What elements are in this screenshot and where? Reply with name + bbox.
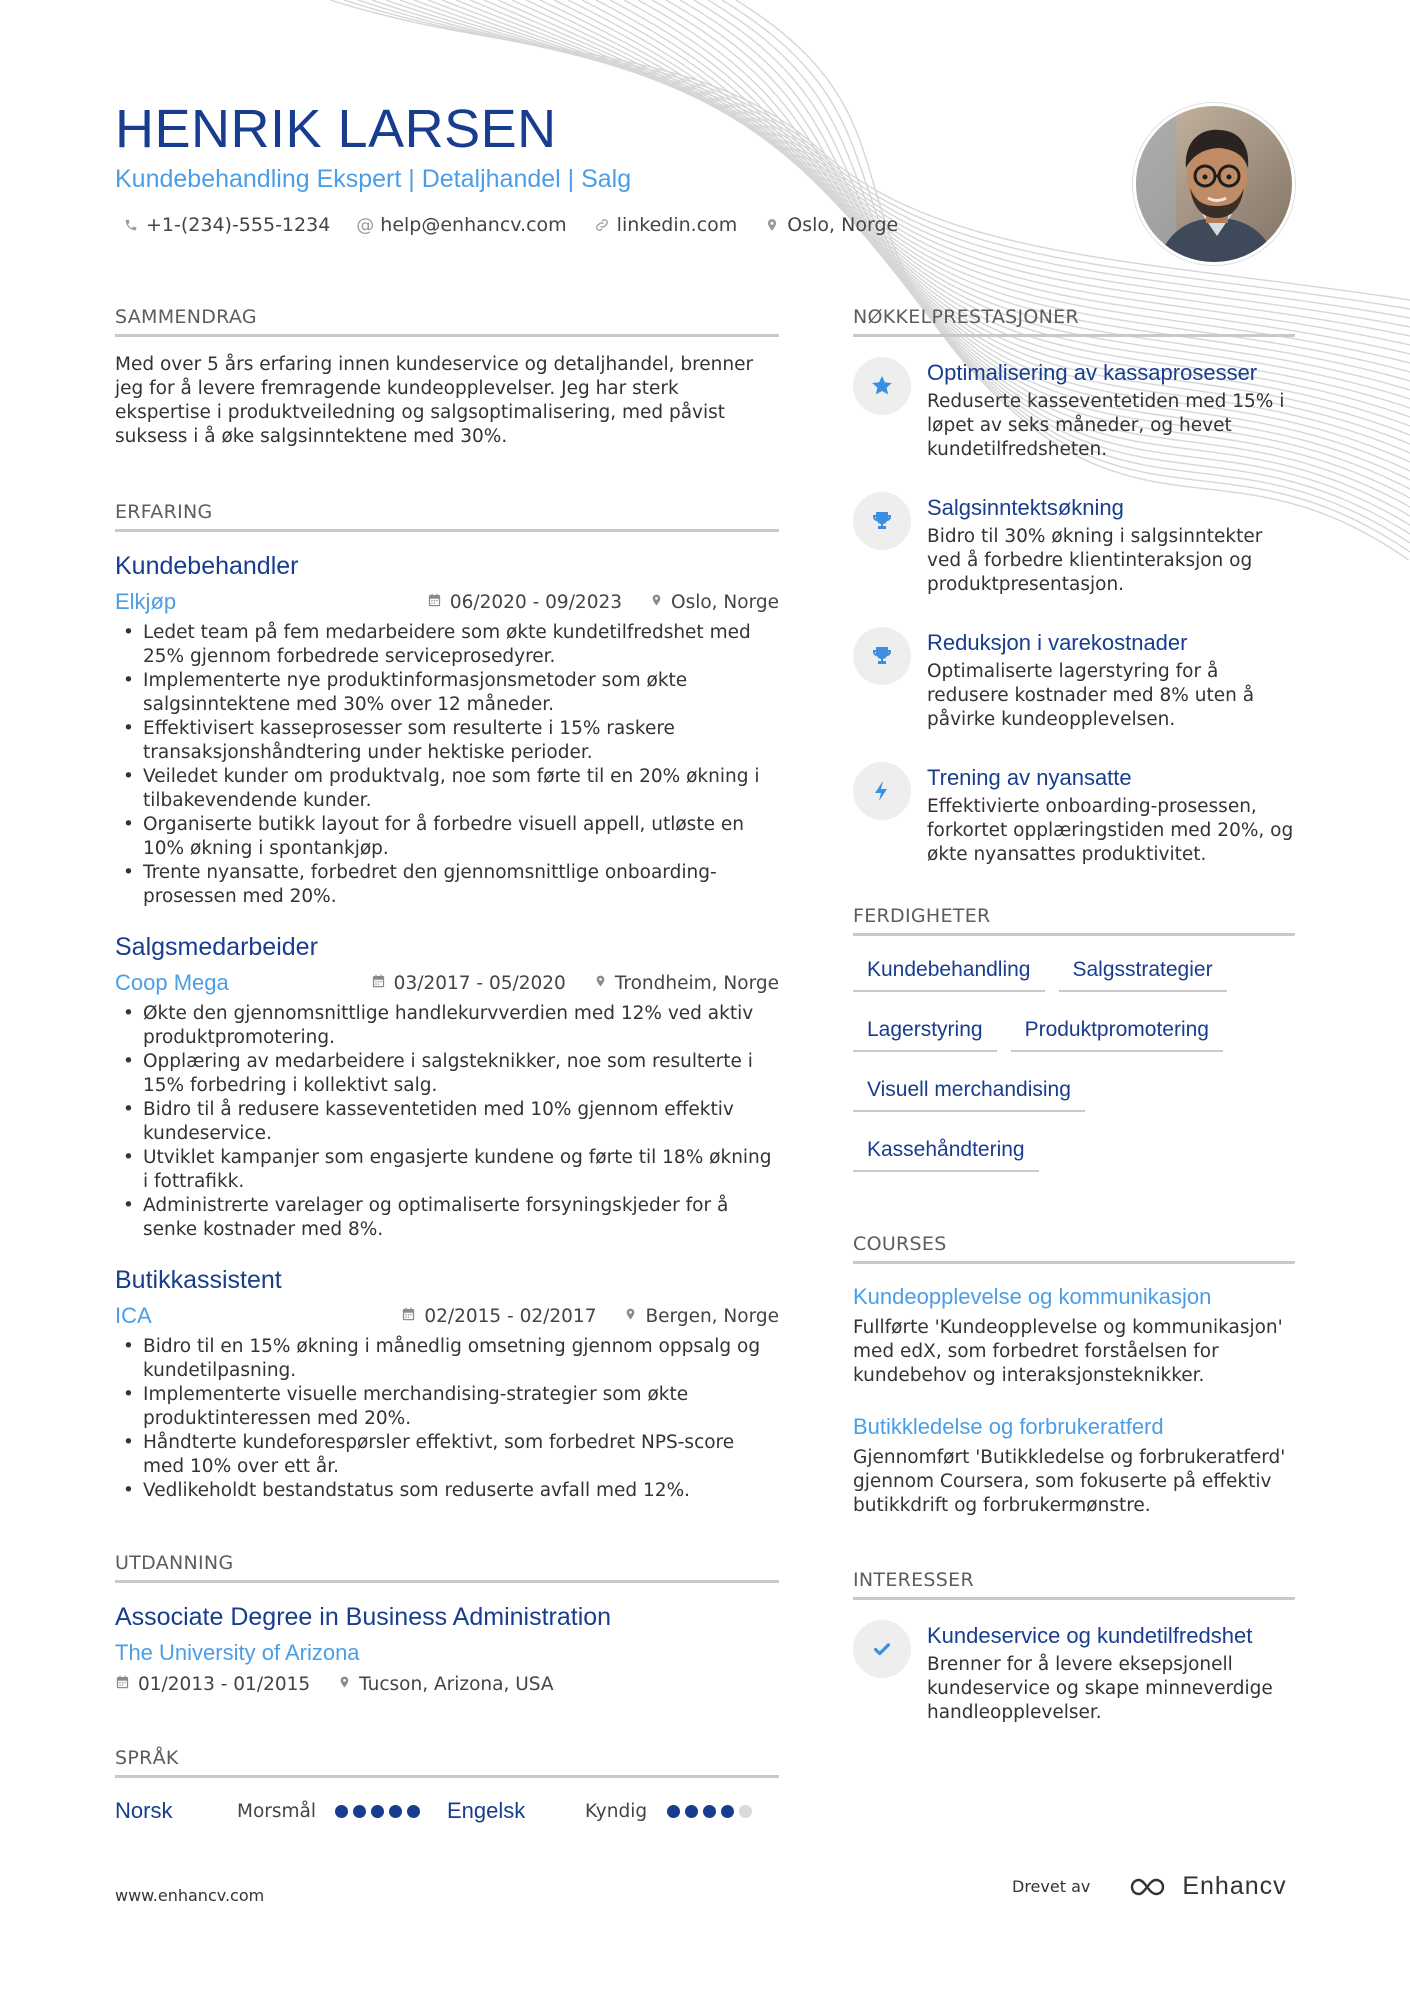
job-entry <box>115 933 779 1242</box>
education-location-text: Tucson, Arizona, USA <box>359 1674 554 1695</box>
bullet-item: • Organiserte butikk layout for å forbedre visuell appell, utløste en 10% økning i spontankjøp. <box>115 813 779 861</box>
summary-section <box>115 306 779 449</box>
job-title: Salgsmedarbeider <box>115 933 318 961</box>
school-name: The University of Arizona <box>115 1640 360 1665</box>
interests-heading: INTERESSER <box>853 1569 1295 1600</box>
achievement-desc: Bidro til 30% økning i salgsinntekter ved å forbedre klientinteraksjon og produktpresentasjon. <box>927 526 1263 595</box>
achievement-desc: Reduserte kasseventetiden med 15% i løpet av seks måneder, og hevet kundetilfredsheten. <box>927 391 1285 460</box>
job-location <box>594 973 779 994</box>
courses-section <box>853 1233 1295 1518</box>
language-name: Engelsk <box>447 1798 526 1823</box>
achievement-item <box>853 762 1295 867</box>
bullet-item: • Utviklet kampanjer som engasjerte kundene og førte til 18% økning i fottrafikk. <box>115 1146 779 1194</box>
job-company: Coop Mega <box>115 970 229 995</box>
contact-list <box>122 214 898 236</box>
skill-tag: Lagerstyring <box>853 1018 997 1052</box>
contact-linkedin[interactable] <box>593 214 738 236</box>
interest-item <box>853 1620 1295 1725</box>
job-location-text: Bergen, Norge <box>645 1305 779 1327</box>
interest-title: Kundeservice og kundetilfredshet <box>927 1623 1253 1648</box>
languages-section <box>115 1747 779 1824</box>
languages-heading: SPRÅK <box>115 1747 779 1778</box>
powered-by-label: Drevet av <box>1012 1877 1091 1896</box>
candidate-subtitle: Kundebehandling Ekspert | Detaljhandel | Salg <box>115 165 632 193</box>
achievement-title: Trening av nyansatte <box>927 765 1132 790</box>
job-location-text: Trondheim, Norge <box>614 972 779 994</box>
experience-section <box>115 501 779 1503</box>
bullet-item: • Vedlikeholdt bestandstatus som reduserte avfall med 12%. <box>115 1479 779 1503</box>
language-rating <box>335 1805 420 1818</box>
degree-title: Associate Degree in Business Administration <box>115 1603 612 1631</box>
bullet-item: • Opplæring av medarbeidere i salgsteknikker, noe som resulterte i 15% forbedring i kollektivt salg. <box>115 1050 779 1098</box>
rating-dot-filled <box>703 1805 716 1818</box>
trophy-icon <box>853 492 911 550</box>
course-desc: Gjennomført 'Butikkledelse og forbrukeratferd' gjennom Coursera, som fokuserte på effektiv butikkdrift og forbrukermønstre. <box>853 1447 1286 1516</box>
summary-heading: SAMMENDRAG <box>115 306 779 337</box>
education-dates <box>115 1674 310 1695</box>
star-icon <box>853 357 911 415</box>
job-entry <box>115 552 779 909</box>
language-level: Morsmål <box>237 1800 317 1822</box>
job-dates <box>427 592 622 613</box>
trophy-icon <box>853 627 911 685</box>
language-level: Kyndig <box>585 1800 648 1822</box>
job-title: Kundebehandler <box>115 552 299 580</box>
rating-dot-filled <box>335 1805 348 1818</box>
course-desc: Fullførte 'Kundeopplevelse og kommunikasjon' med edX, som forbedret forståelsen for kundebehov og interaksjonsteknikker. <box>853 1317 1283 1386</box>
bullet-item: • Administrerte varelager og optimaliserte forsyningskjeder for å senke kostnader med 8%. <box>115 1194 779 1242</box>
bullet-item: • Implementerte visuelle merchandising-strategier som økte produktinteressen med 20%. <box>115 1383 779 1431</box>
location-pin-icon <box>650 592 663 613</box>
bullet-item: • Implementerte nye produktinformasjonsmetoder som økte salgsinntektene med 30% over 12 måneder. <box>115 669 779 717</box>
language-item <box>447 1798 779 1824</box>
rating-dot-filled <box>353 1805 366 1818</box>
contact-linkedin-text: linkedin.com <box>616 214 738 236</box>
education-dates-text: 01/2013 - 01/2015 <box>138 1674 311 1695</box>
footer-website[interactable]: www.enhancv.com <box>115 1886 265 1905</box>
skill-tag: Produktpromotering <box>1011 1018 1223 1052</box>
skills-heading: FERDIGHETER <box>853 905 1295 936</box>
enhancv-logo-icon <box>1128 1875 1172 1899</box>
location-pin-icon <box>624 1306 637 1327</box>
location-pin-icon <box>763 217 781 233</box>
achievement-desc: Optimaliserte lagerstyring for å redusere kostnader med 8% uten å påvirke kundeopplevelsen. <box>927 661 1255 730</box>
achievement-title: Reduksjon i varekostnader <box>927 630 1188 655</box>
rating-dot-filled <box>667 1805 680 1818</box>
job-title: Butikkassistent <box>115 1266 282 1294</box>
calendar-icon <box>371 973 386 994</box>
contact-location-text: Oslo, Norge <box>787 214 899 236</box>
achievement-item <box>853 357 1295 462</box>
skill-tag: Salgsstrategier <box>1059 958 1227 992</box>
rating-dot-filled <box>685 1805 698 1818</box>
job-dates-text: 03/2017 - 05/2020 <box>393 972 566 994</box>
course-item <box>853 1414 1295 1518</box>
calendar-icon <box>401 1306 416 1327</box>
job-bullets <box>115 1002 779 1242</box>
job-location-text: Oslo, Norge <box>671 591 779 613</box>
achievements-section <box>853 306 1295 867</box>
bullet-item: • Trente nyansatte, forbedret den gjennomsnittlige onboarding-prosessen med 20%. <box>115 861 779 909</box>
job-location <box>650 592 779 613</box>
enhancv-logo[interactable] <box>1128 1872 1286 1901</box>
achievement-item <box>853 627 1295 732</box>
calendar-icon <box>427 592 442 613</box>
profile-photo <box>1133 103 1295 265</box>
bullet-item: • Ledet team på fem medarbeidere som økte kundetilfredshet med 25% gjennom forbedrede serviceprosedyrer. <box>115 621 779 669</box>
rating-dot-empty <box>739 1805 752 1818</box>
job-company: ICA <box>115 1303 152 1328</box>
link-icon <box>593 217 611 233</box>
course-title: Butikkledelse og forbrukeratferd <box>853 1414 1164 1439</box>
rating-dot-filled <box>371 1805 384 1818</box>
contact-phone-text: +1-(234)-555-1234 <box>146 214 331 236</box>
language-name: Norsk <box>115 1798 173 1823</box>
skills-list <box>853 958 1295 1198</box>
job-bullets <box>115 1335 779 1503</box>
summary-text: Med over 5 års erfaring innen kundeservice og detaljhandel, brenner jeg for å levere fremragende kundeopplevelser. Jeg har sterk ekspertise i produktveiledning og salgsoptimalisering, med påvist suksess i å øke salgsinntektene med 30%. <box>115 354 754 447</box>
bullet-item: • Bidro til en 15% økning i månedlig omsetning gjennom oppsalg og kundetilpasning. <box>115 1335 779 1383</box>
job-dates-text: 02/2015 - 02/2017 <box>424 1305 597 1327</box>
skills-section <box>853 905 1295 1198</box>
contact-phone[interactable] <box>122 214 330 236</box>
job-bullets <box>115 621 779 909</box>
job-dates <box>401 1306 596 1327</box>
course-title: Kundeopplevelse og kommunikasjon <box>853 1284 1212 1309</box>
skill-tag: Visuell merchandising <box>853 1078 1085 1112</box>
job-dates <box>371 973 566 994</box>
achievement-item <box>853 492 1295 597</box>
achievement-title: Salgsinntektsøkning <box>927 495 1124 520</box>
job-company: Elkjøp <box>115 589 177 614</box>
rating-dot-filled <box>721 1805 734 1818</box>
language-rating <box>667 1805 752 1818</box>
bullet-item: • Håndterte kundeforespørsler effektivt, som forbedret NPS-score med 10% over ett år. <box>115 1431 779 1479</box>
job-dates-text: 06/2020 - 09/2023 <box>449 591 623 613</box>
interests-section <box>853 1569 1295 1725</box>
education-heading: UTDANNING <box>115 1552 779 1583</box>
skill-tag: Kundebehandling <box>853 958 1045 992</box>
lightning-icon <box>853 762 911 820</box>
job-entry <box>115 1266 779 1503</box>
check-icon <box>853 1620 911 1678</box>
rating-dot-filled <box>407 1805 420 1818</box>
contact-location <box>763 214 898 236</box>
rating-dot-filled <box>389 1805 402 1818</box>
location-pin-icon <box>338 1674 351 1695</box>
contact-email-text: help@enhancv.com <box>380 214 567 236</box>
experience-heading: ERFARING <box>115 501 779 532</box>
enhancv-logo-text: Enhancv <box>1182 1872 1287 1900</box>
candidate-name: HENRIK LARSEN <box>115 99 557 159</box>
phone-icon <box>122 218 140 232</box>
course-item <box>853 1284 1295 1388</box>
education-section <box>115 1552 779 1695</box>
achievements-heading: NØKKELPRESTASJONER <box>853 306 1295 337</box>
contact-email[interactable] <box>356 214 566 236</box>
bullet-item: • Bidro til å redusere kasseventetiden med 10% gjennom effektiv kundeservice. <box>115 1098 779 1146</box>
skill-tag: Kassehåndtering <box>853 1138 1039 1172</box>
interest-desc: Brenner for å levere eksepsjonell kundeservice og skape minneverdige handleopplevelser. <box>927 1654 1273 1723</box>
at-icon: @ <box>356 214 375 236</box>
bullet-item: • Økte den gjennomsnittlige handlekurvverdien med 12% ved aktiv produktpromotering. <box>115 1002 779 1050</box>
footer-branding <box>1012 1872 1287 1901</box>
education-location <box>338 1674 553 1695</box>
achievement-desc: Effektivierte onboarding-prosessen, forkortet opplæringstiden med 20%, og økte nyansattes produktivitet. <box>927 796 1294 865</box>
courses-heading: COURSES <box>853 1233 1295 1264</box>
languages-row <box>115 1798 779 1824</box>
language-item <box>115 1798 447 1824</box>
job-location <box>624 1306 779 1327</box>
bullet-item: • Veiledet kunder om produktvalg, noe som førte til en 20% økning i tilbakevendende kunder. <box>115 765 779 813</box>
achievement-title: Optimalisering av kassaprosesser <box>927 360 1258 385</box>
calendar-icon <box>115 1674 130 1695</box>
location-pin-icon <box>594 973 607 994</box>
bullet-item: • Effektivisert kasseprosesser som resulterte i 15% raskere transaksjonshåndtering under hektiske perioder. <box>115 717 779 765</box>
